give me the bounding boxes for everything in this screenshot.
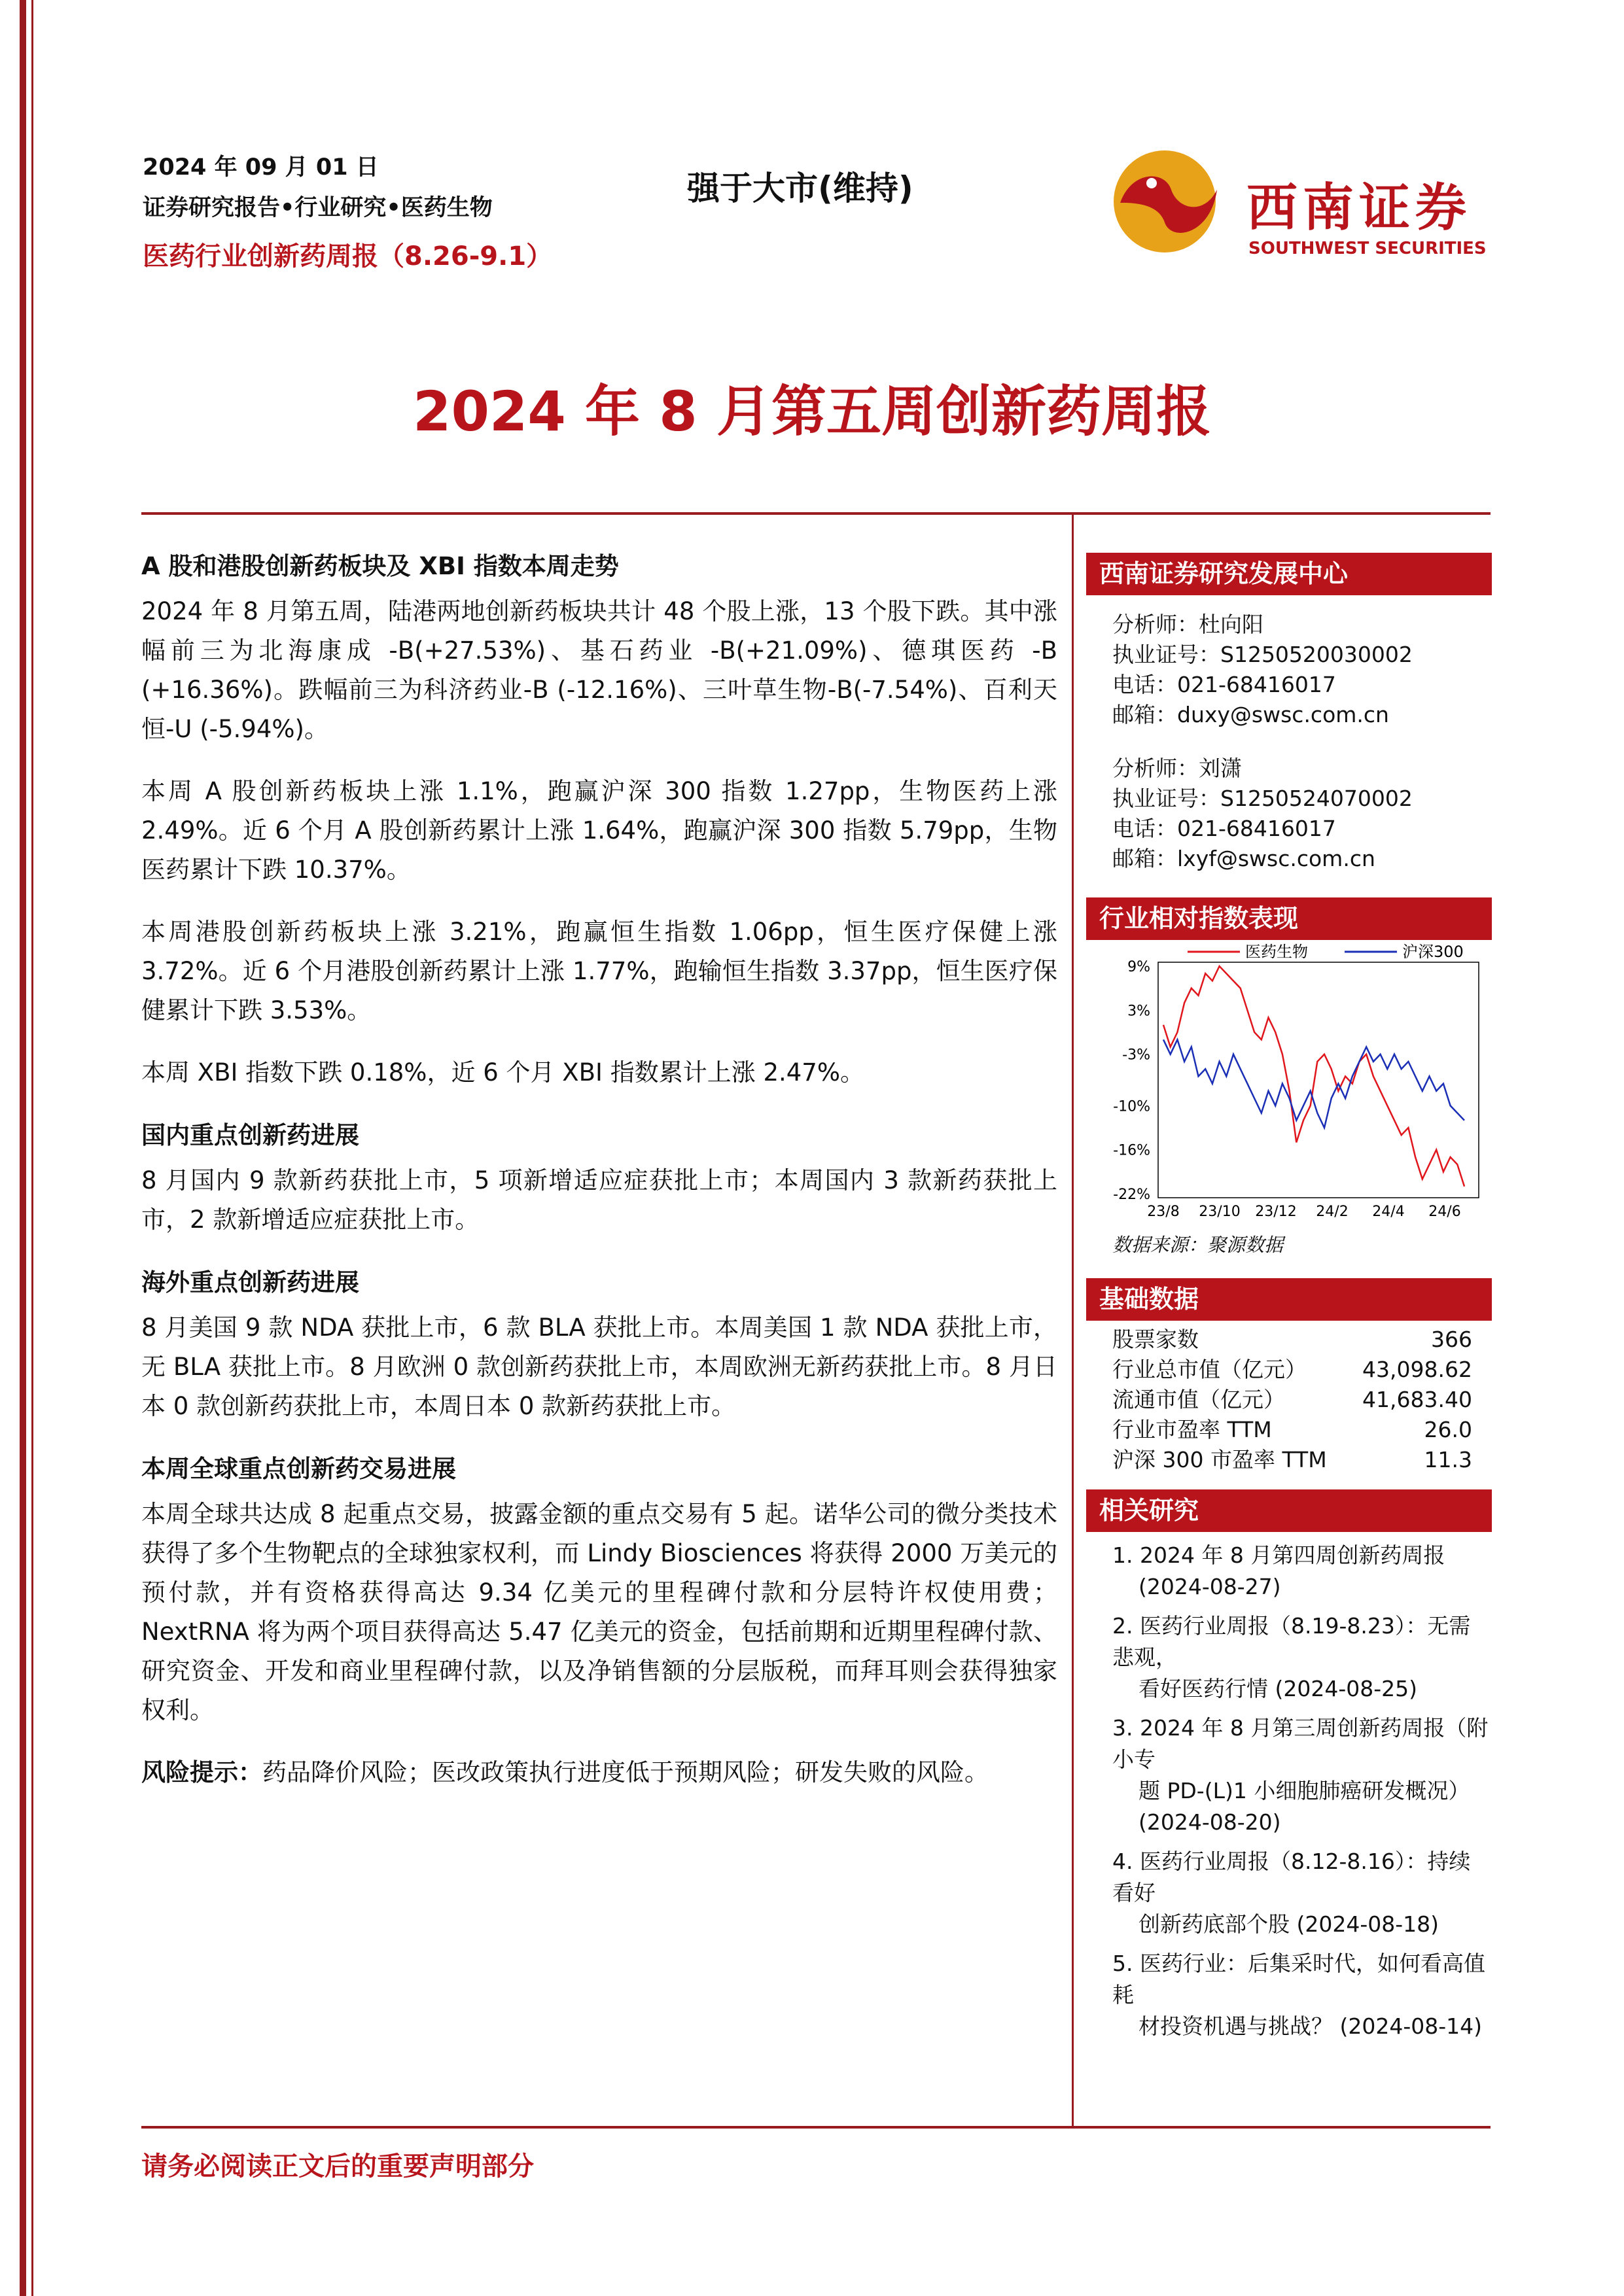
risk-warning xyxy=(141,1753,1057,1792)
basic-data-label: 行业市盈率 TTM xyxy=(1112,1417,1272,1442)
y-tick-label: -3% xyxy=(1122,1047,1150,1064)
page-title: 2024 年 8 月第五周创新药周报 xyxy=(413,379,1211,444)
paragraph: 本周 A 股创新药板块上涨 1.1%，跑赢沪深 300 指数 1.27pp，生物医药上涨 2.49%。近 6 个月 A 股创新药累计上涨 1.64%，跑赢沪深 300 指数 5.79pp，生物医药累计下跌 10.37%。 xyxy=(141,777,1057,884)
related-research-text: (2024-08-20) xyxy=(1139,1809,1281,1835)
analyst-cert: 执业证号：S1250520030002 xyxy=(1112,642,1413,667)
basic-data-label: 行业总市值（亿元） xyxy=(1112,1357,1307,1382)
section-title: 海外重点创新药进展 xyxy=(141,1268,359,1296)
related-research-text: 题 PD-(L)1 小细胞肺癌研发概况） xyxy=(1139,1778,1470,1803)
x-tick-label: 24/6 xyxy=(1428,1204,1461,1220)
basic-data-row xyxy=(1086,1355,1492,1385)
title-divider xyxy=(141,512,1491,515)
x-tick-label: 23/10 xyxy=(1199,1204,1241,1220)
x-tick-label: 23/8 xyxy=(1147,1204,1180,1220)
paragraph: 本周全球共达成 8 起重点交易，披露金额的重点交易有 5 起。诺华公司的微分类技术获得了多个生物靶点的全球独家权利，而 Lindy Biosciences 将获得 2000 万美元的预付款，并有资格获得高达 9.34 亿美元的里程碑付款和分层特许权使用费；NextRNA 将为两个项目获得高达 5.47 亿美元的资金，包括前期和近期里程碑付款、研究资金、开发和商业里程碑付款，以及净销售额的分层版税，而拜耳则会获得独家权利。 xyxy=(141,1500,1057,1724)
chart-source: 数据来源：聚源数据 xyxy=(1112,1234,1284,1256)
related-research-text: 看好医药行情 (2024-08-25) xyxy=(1139,1676,1418,1701)
basic-data-value: 366 xyxy=(1431,1327,1472,1352)
basic-data-value: 41,683.40 xyxy=(1362,1387,1472,1412)
basic-data-row xyxy=(1086,1385,1492,1415)
x-tick-label: 23/12 xyxy=(1255,1204,1297,1220)
analyst-email: 邮箱：duxy@swsc.com.cn xyxy=(1112,702,1389,727)
page-border-line xyxy=(31,0,33,2296)
page-border-bar xyxy=(20,0,26,2296)
report-category: 证券研究报告•行业研究•医药生物 xyxy=(143,195,493,221)
basic-data-table xyxy=(1086,1325,1492,1475)
analyst-phone: 电话：021-68416017 xyxy=(1112,672,1336,697)
related-research-text: 2. 医药行业周报（8.19-8.23）：无需悲观， xyxy=(1112,1613,1471,1670)
y-tick-label: 3% xyxy=(1127,1003,1150,1020)
related-research-text: 4. 医药行业周报（8.12-8.16）：持续看好 xyxy=(1112,1849,1471,1905)
related-research-item[interactable] xyxy=(1086,1948,1492,2042)
basic-data-header: 基础数据 xyxy=(1086,1278,1492,1321)
paragraph: 8 月国内 9 款新药获批上市，5 项新增适应症获批上市；本周国内 3 款新药获批上市，2 款新增适应症获批上市。 xyxy=(141,1166,1057,1234)
y-tick-label: 9% xyxy=(1127,959,1150,975)
analyst-name: 分析师：杜向阳 xyxy=(1112,612,1263,637)
related-research-item[interactable] xyxy=(1086,1540,1492,1603)
footer-divider xyxy=(141,2126,1491,2129)
rating: 强于大市(维持) xyxy=(687,169,913,207)
analyst-name: 分析师：刘潇 xyxy=(1112,756,1242,781)
related-research-text: 创新药底部个股 (2024-08-18) xyxy=(1139,1911,1439,1937)
report-date: 2024 年 09 月 01 日 xyxy=(143,154,379,181)
basic-data-value: 26.0 xyxy=(1424,1417,1472,1442)
related-research-text: (2024-08-27) xyxy=(1139,1574,1281,1599)
basic-data-value: 11.3 xyxy=(1424,1447,1472,1472)
y-tick-label: -22% xyxy=(1113,1187,1150,1203)
main-content xyxy=(141,546,1057,1792)
related-research-list xyxy=(1086,1540,1492,2042)
basic-data-row xyxy=(1086,1325,1492,1355)
section-title: 本周全球重点创新药交易进展 xyxy=(141,1455,456,1483)
logo-name-cn: 西南证券 xyxy=(1246,178,1472,237)
risk-text: 药品降价风险；医改政策执行进度低于预期风险；研发失败的风险。 xyxy=(262,1758,989,1786)
relative-index-chart xyxy=(1086,940,1492,1228)
y-tick-label: -10% xyxy=(1113,1098,1150,1115)
related-research-item[interactable] xyxy=(1086,1610,1492,1705)
related-research-item[interactable] xyxy=(1086,1846,1492,1940)
related-research-item[interactable] xyxy=(1086,1713,1492,1838)
analyst-phone: 电话：021-68416017 xyxy=(1112,816,1336,841)
basic-data-value: 43,098.62 xyxy=(1362,1357,1472,1382)
analyst-email: 邮箱：lxyf@swsc.com.cn xyxy=(1112,846,1375,871)
related-research-header: 相关研究 xyxy=(1086,1489,1492,1532)
sidebar xyxy=(1086,553,1492,2050)
logo-emblem-icon xyxy=(1106,144,1237,255)
basic-data-label: 股票家数 xyxy=(1112,1327,1199,1352)
analyst-cert: 执业证号：S1250524070002 xyxy=(1112,786,1413,811)
section-title: A 股和港股创新药板块及 XBI 指数本周走势 xyxy=(141,552,619,580)
paragraph: 8 月美国 9 款 NDA 获批上市，6 款 BLA 获批上市。本周美国 1 款 NDA 获批上市，无 BLA 获批上市。8 月欧洲 0 款创新药获批上市，本周欧洲无新药获批上市。8 月日本 0 款创新药获批上市，本周日本 0 款新药获批上市。 xyxy=(141,1313,1057,1420)
chart-section-header: 行业相对指数表现 xyxy=(1086,897,1492,940)
column-divider xyxy=(1072,515,1074,2126)
footer-disclaimer: 请务必阅读正文后的重要声明部分 xyxy=(141,2151,534,2182)
paragraph: 2024 年 8 月第五周，陆港两地创新药板块共计 48 个股上涨，13 个股下跌。其中涨幅前三为北海康成 -B(+27.53%)、基石药业 -B(+21.09%)、德琪医药 -B (+16.36%)。跌幅前三为科济药业-B (-12.16%)、三叶草生物-B(-7.54%)、百利天恒-U (-5.94%)。 xyxy=(141,597,1057,743)
section-title: 国内重点创新药进展 xyxy=(141,1121,359,1149)
legend-label: 沪深300 xyxy=(1402,943,1464,961)
basic-data-label: 沪深 300 市盈率 TTM xyxy=(1112,1447,1327,1472)
basic-data-row xyxy=(1086,1445,1492,1475)
basic-data-label: 流通市值（亿元） xyxy=(1112,1387,1285,1412)
x-tick-label: 24/2 xyxy=(1316,1204,1349,1220)
legend-label: 医药生物 xyxy=(1245,943,1308,961)
company-logo xyxy=(1106,144,1525,258)
y-tick-label: -16% xyxy=(1113,1142,1150,1159)
related-research-text: 1. 2024 年 8 月第四周创新药周报 xyxy=(1112,1542,1445,1568)
related-research-text: 5. 医药行业：后集采时代，如何看高值耗 xyxy=(1112,1951,1485,2008)
paragraph: 本周港股创新药板块上涨 3.21%，跑赢恒生指数 1.06pp，恒生医疗保健上涨 3.72%。近 6 个月港股创新药累计上涨 1.77%，跑输恒生指数 3.37pp，恒生医疗保健累计下跌 3.53%。 xyxy=(141,918,1057,1024)
report-subtitle: 医药行业创新药周报（8.26-9.1） xyxy=(143,241,553,271)
basic-data-row xyxy=(1086,1415,1492,1445)
logo-name-en: SOUTHWEST SECURITIES xyxy=(1248,239,1487,258)
related-research-text: 材投资机遇与挑战？ (2024-08-14) xyxy=(1139,2013,1483,2039)
paragraph: 本周 XBI 指数下跌 0.18%，近 6 个月 XBI 指数累计上涨 2.47%。 xyxy=(141,1058,864,1087)
risk-label: 风险提示： xyxy=(141,1758,262,1786)
research-center-header: 西南证券研究发展中心 xyxy=(1086,553,1492,595)
x-tick-label: 24/4 xyxy=(1372,1204,1405,1220)
related-research-text: 3. 2024 年 8 月第三周创新药周报（附小专 xyxy=(1112,1715,1489,1772)
